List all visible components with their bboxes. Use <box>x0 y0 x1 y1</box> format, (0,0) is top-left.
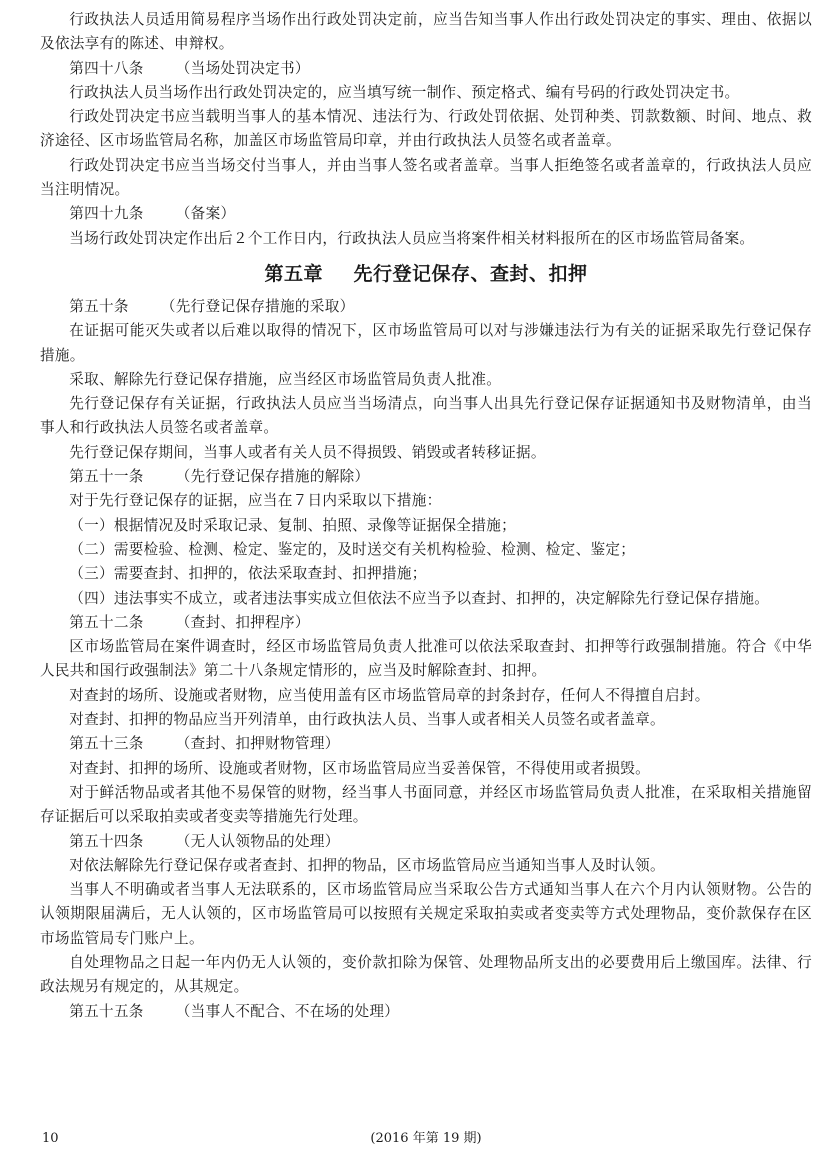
article-title: （备案） <box>175 205 236 223</box>
chapter-number: 第五章 <box>264 262 324 285</box>
paragraph: 行政执法人员当场作出行政处罚决定的，应当填写统一制作、预定格式、编有号码的行政处罚决定书。 <box>69 83 740 101</box>
article-title: （先行登记保存措施的采取） <box>160 297 355 315</box>
article-number: 第五十五条 <box>69 1002 144 1020</box>
article-title: （当场处罚决定书） <box>175 59 310 77</box>
paragraph: 行政处罚决定书应当载明当事人的基本情况、违法行为、行政处罚依据、处罚种类、罚款数额、时间、地点、救济途径、区市场监管局名称，加盖区市场监管局印章，并由行政执法人员签名或者盖章。 <box>40 108 812 150</box>
chapter-heading <box>40 261 812 287</box>
article-heading-54 <box>40 830 812 854</box>
paragraph: 对查封、扣押的场所、设施或者财物，区市场监管局应当妥善保管，不得使用或者损毁。 <box>69 759 651 777</box>
article-number: 第四十九条 <box>69 205 144 223</box>
paragraph: 行政处罚决定书应当当场交付当事人，并由当事人签名或者盖章。当事人拒绝签名或者盖章的，行政执法人员应当注明情况。 <box>40 156 812 199</box>
paragraph: 采取、解除先行登记保存措施，应当经区市场监管局负责人批准。 <box>69 370 502 388</box>
paragraph: 当事人不明确或者当事人无法联系的，区市场监管局应当采取公告方式通知当事人在六个月内认领财物。公告的认领期限届满后，无人认领的，区市场监管局可以按照有关规定采取拍卖或者变卖等方式处理物品，变价款保存在区市场监管局专门账户上。 <box>40 881 812 947</box>
paragraph: 对于鲜活物品或者其他不易保管的财物，经当事人书面同意，并经区市场监管局负责人批准，在采取相关措施留存证据后可以采取拍卖或者变卖等措施先行处理。 <box>40 783 812 826</box>
article-number: 第五十条 <box>69 297 129 315</box>
article-number: 第五十一条 <box>69 468 144 486</box>
list-item: （三）需要查封、扣押的，依法采取查封、扣押措施； <box>69 565 427 583</box>
paragraph: 区市场监管局在案件调查时，经区市场监管局负责人批准可以依法采取查封、扣押等行政强制措施。符合《中华人民共和国行政强制法》第二十八条规定情形的，应当及时解除查封、扣押。 <box>40 638 812 680</box>
paragraph: 当场行政处罚决定作出后２个工作日内，行政执法人员应当将案件相关材料报所在的区市场监管局备案。 <box>69 229 755 247</box>
article-heading-51 <box>40 465 812 489</box>
article-heading-50 <box>40 295 812 319</box>
article-number: 第五十四条 <box>69 832 144 850</box>
article-number: 第四十八条 <box>69 59 144 77</box>
paragraph: 对查封的场所、设施或者财物，应当使用盖有区市场监管局章的封条封存，任何人不得擅自启封。 <box>69 686 710 704</box>
document-body <box>40 8 812 1024</box>
issue-label: (2016 年第 19 期) <box>370 1131 482 1146</box>
paragraph: 先行登记保存有关证据，行政执法人员应当当场清点，向当事人出具先行登记保存证据通知书及财物清单，由当事人和行政执法人员签名或者盖章。 <box>40 395 812 437</box>
article-title: （先行登记保存措施的解除） <box>175 468 370 486</box>
article-number: 第五十三条 <box>69 735 144 753</box>
article-heading-52 <box>40 611 812 635</box>
article-title: （当事人不配合、不在场的处理） <box>175 1002 400 1020</box>
article-title: （查封、扣押财物管理） <box>175 735 340 753</box>
article-heading-53 <box>40 732 812 756</box>
article-heading-48 <box>40 57 812 81</box>
paragraph: 先行登记保存期间，当事人或者有关人员不得损毁、销毁或者转移证据。 <box>69 443 546 461</box>
list-item: （四）违法事实不成立，或者违法事实成立但依法不应当予以查封、扣押的，决定解除先行登记保存措施。 <box>69 589 770 607</box>
article-title: （无人认领物品的处理） <box>175 832 340 850</box>
paragraph: 自处理物品之日起一年内仍无人认领的，变价款扣除为保管、处理物品所支出的必要费用后上缴国库。法律、行政法规另有规定的，从其规定。 <box>40 953 812 996</box>
article-title: （查封、扣押程序） <box>175 613 310 631</box>
paragraph: 对于先行登记保存的证据，应当在７日内采取以下措施： <box>69 492 442 510</box>
list-item: （二）需要检验、检测、检定、鉴定的，及时送交有关机构检验、检测、检定、鉴定； <box>69 540 636 558</box>
paragraph: 行政执法人员适用简易程序当场作出行政处罚决定前，应当告知当事人作出行政处罚决定的事实、理由、依据以及依法享有的陈述、申辩权。 <box>40 11 812 53</box>
article-heading-55 <box>40 1000 812 1024</box>
article-heading-49 <box>40 202 812 226</box>
paragraph: 在证据可能灭失或者以后难以取得的情况下，区市场监管局可以对与涉嫌违法行为有关的证据采取先行登记保存措施。 <box>40 322 812 364</box>
paragraph: 对依法解除先行登记保存或者查封、扣押的物品，区市场监管局应当通知当事人及时认领。 <box>69 856 665 874</box>
chapter-title: 先行登记保存、查封、扣押 <box>353 262 588 285</box>
page-number: 10 <box>42 1131 59 1146</box>
paragraph: 对查封、扣押的物品应当开列清单，由行政执法人员、当事人或者相关人员签名或者盖章。 <box>69 711 665 729</box>
article-number: 第五十二条 <box>69 613 144 631</box>
list-item: （一）根据情况及时采取记录、复制、拍照、录像等证据保全措施； <box>69 516 517 534</box>
